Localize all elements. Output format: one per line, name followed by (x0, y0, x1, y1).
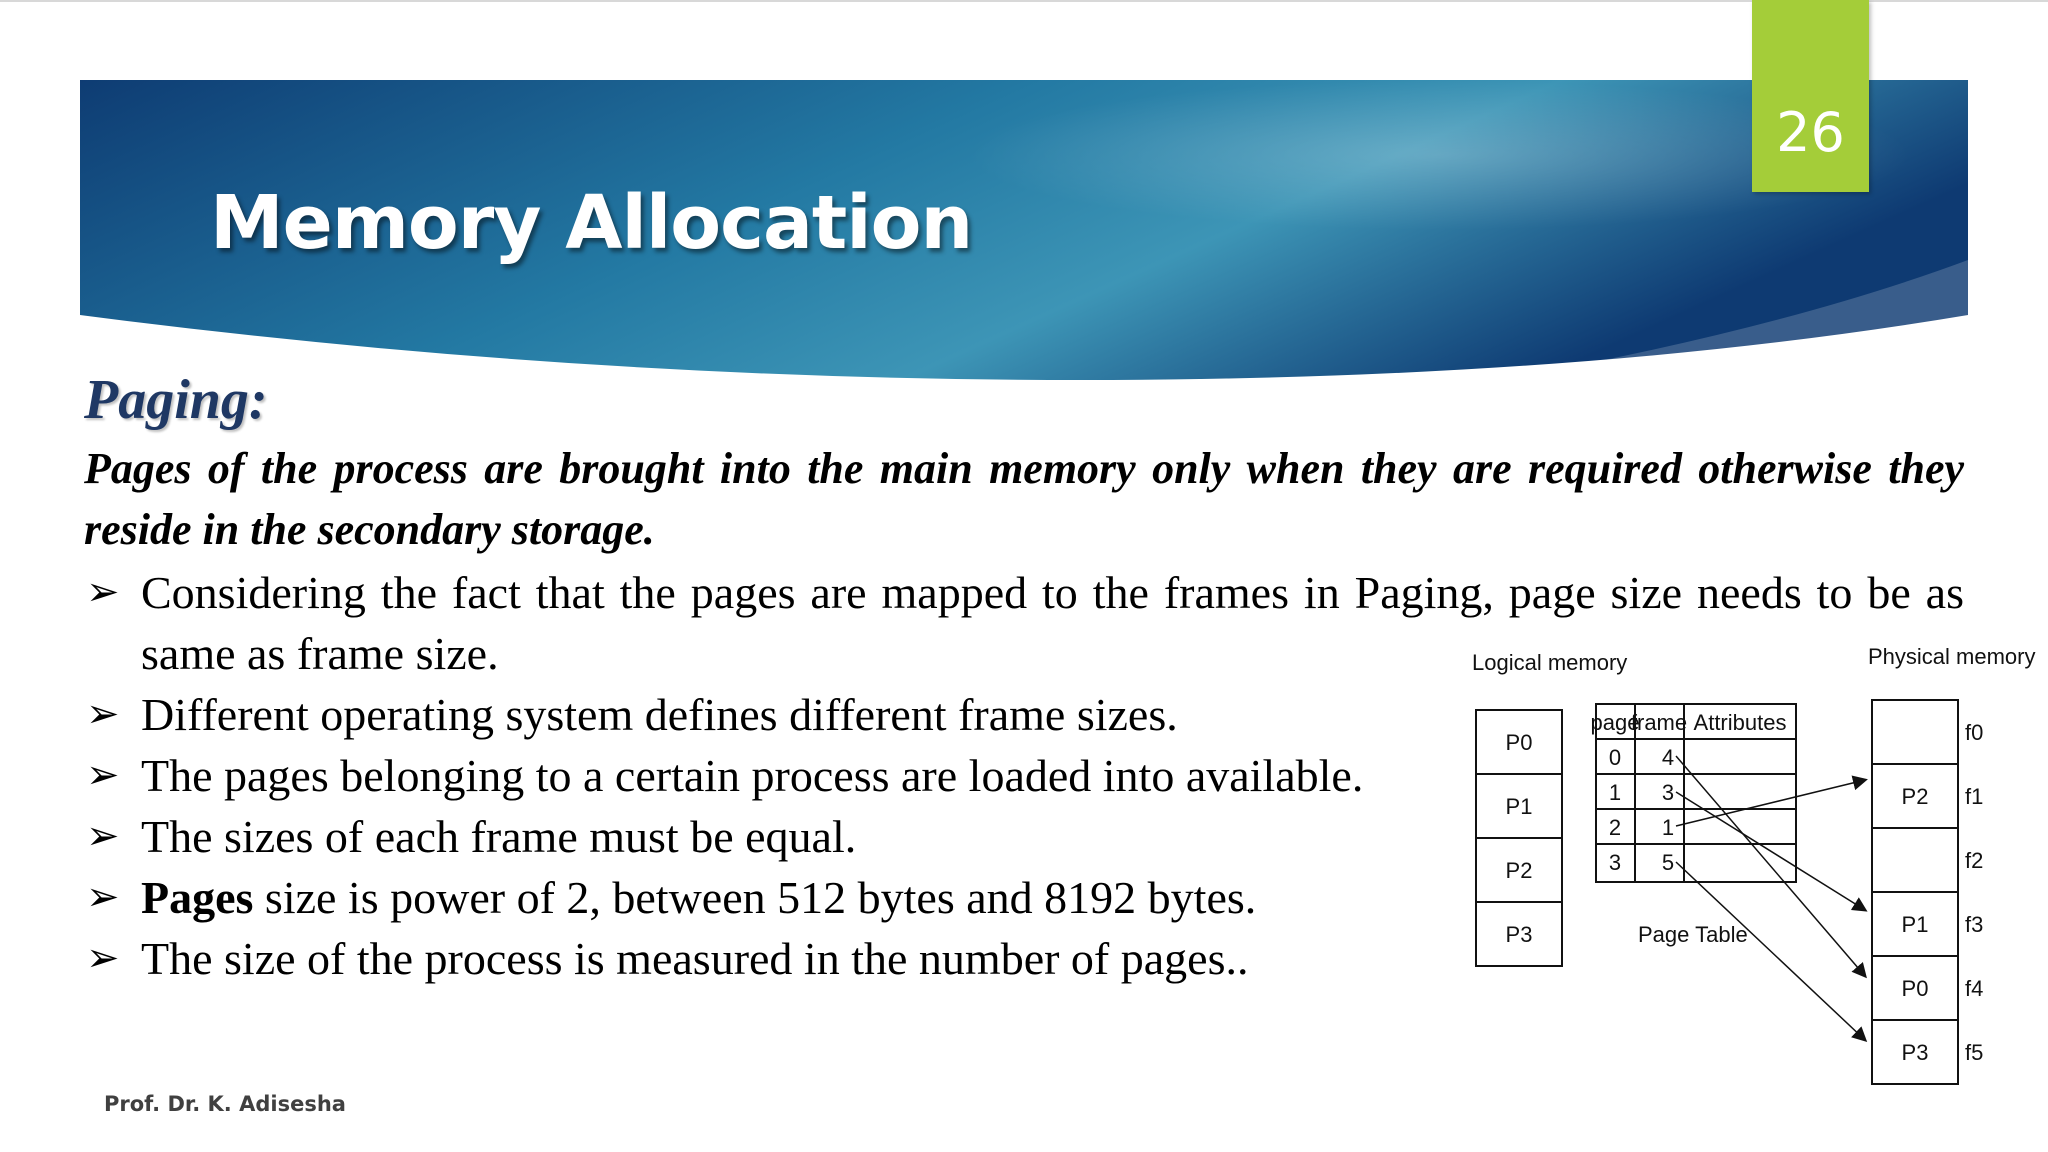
arrow-bullet-icon: ➢ (86, 569, 120, 615)
arrow-bullet-icon: ➢ (86, 813, 120, 859)
frame-content: P2 (1901, 784, 1929, 809)
table-header: Attributes (1693, 710, 1787, 735)
arrow-bullet-icon: ➢ (86, 935, 120, 981)
table-cell: 3 (1608, 850, 1622, 875)
physical-memory-label: Physical memory (1868, 644, 2036, 669)
table-header: page (1590, 710, 1640, 735)
physical-memory (1872, 700, 1983, 1084)
table-header: frame (1630, 710, 1688, 735)
frame-content: P1 (1901, 912, 1929, 937)
logical-page: P3 (1505, 922, 1533, 947)
frame-content: P0 (1901, 976, 1929, 1001)
page-table-label: Page Table (1638, 922, 1748, 947)
bullet-text: Different operating system defines different frame sizes. (141, 689, 1178, 740)
bullet-text: Considering the fact that the pages are mapped to the frames in Paging, page size needs to be as same as frame size. (141, 567, 1964, 679)
arrow-page2-to-f1 (1676, 780, 1865, 826)
frame-content: P3 (1901, 1040, 1929, 1065)
slide-title: Memory Allocation (210, 180, 973, 266)
arrow-page3-to-f5 (1676, 862, 1865, 1040)
mapping-arrows (1676, 756, 1865, 1040)
table-cell: 4 (1661, 745, 1675, 770)
logical-page: P0 (1505, 730, 1533, 755)
bullet-bold-text: Pages (141, 872, 254, 923)
frame-label: f2 (1965, 848, 1984, 873)
logical-memory-label: Logical memory (1472, 650, 1628, 675)
table-cell: 0 (1608, 745, 1622, 770)
intro-paragraph: Pages of the process are brought into the main memory only when they are required otherwise they reside in the secondary storage. (84, 444, 1964, 554)
bullet-text: size is power of 2, between 512 bytes and 8192 bytes. (253, 872, 1257, 923)
paging-diagram (1460, 640, 2036, 1100)
bullet-text: The sizes of each frame must be equal. (141, 811, 857, 862)
bullet-text: The size of the process is measured in the number of pages.. (141, 933, 1249, 984)
table-cell: 1 (1661, 815, 1675, 840)
frame-label: f3 (1965, 912, 1984, 937)
page-table (1591, 704, 1796, 882)
frame-label: f1 (1965, 784, 1984, 809)
logical-page: P1 (1505, 794, 1533, 819)
top-border (0, 0, 2048, 2)
frame-label: f5 (1965, 1040, 1984, 1065)
frame-label: f4 (1965, 976, 1984, 1001)
table-cell: 1 (1608, 780, 1622, 805)
arrow-bullet-icon: ➢ (86, 752, 120, 798)
logical-page: P2 (1505, 858, 1533, 883)
page-number: 26 (1776, 101, 1845, 164)
arrow-bullet-icon: ➢ (86, 874, 120, 920)
bullet-text: The pages belonging to a certain process are loaded into available. (141, 750, 1364, 801)
table-cell: 3 (1661, 780, 1675, 805)
footer-author: Prof. Dr. K. Adisesha (104, 1092, 346, 1116)
frame-label: f0 (1965, 720, 1984, 745)
section-heading: Paging: (84, 369, 268, 431)
table-cell: 2 (1608, 815, 1622, 840)
logical-memory (1476, 710, 1562, 966)
page-number-badge (1752, 0, 1869, 192)
table-cell: 5 (1661, 850, 1675, 875)
arrow-bullet-icon: ➢ (86, 691, 120, 737)
